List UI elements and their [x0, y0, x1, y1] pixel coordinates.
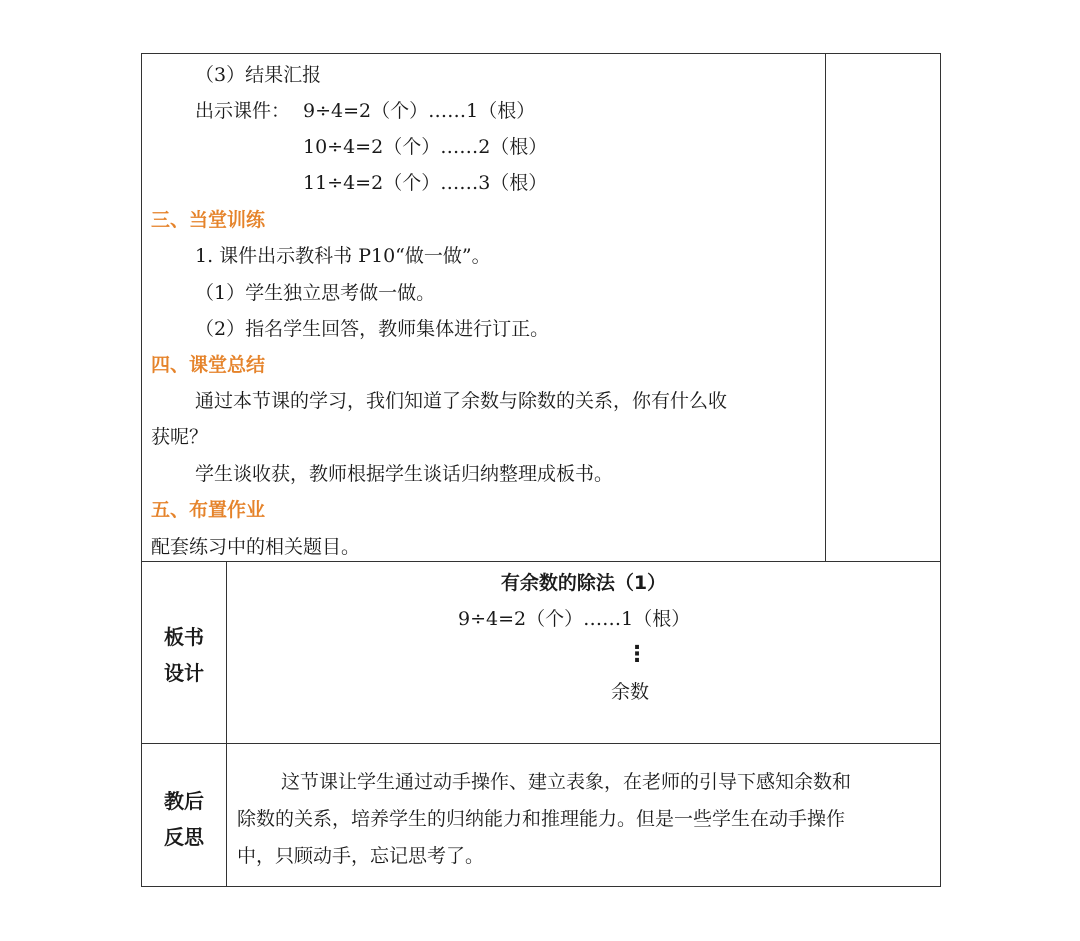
- section4-paragraph-1-line-1: 通过本节课的学习，我们知道了余数与除数的关系，你有什么收: [195, 390, 728, 412]
- courseware-prefix: 出示课件：: [195, 100, 291, 122]
- equation-1: 9÷4=2（个）……1（根）: [303, 100, 536, 122]
- reflection-line-2: 除数的关系，培养学生的归纳能力和推理能力。但是一些学生在动手操作: [237, 808, 846, 830]
- row-divider-1: [141, 561, 941, 562]
- board-label-line-2: 设计: [164, 661, 204, 685]
- column-divider-label: [226, 561, 227, 886]
- table-border-bottom: [141, 886, 941, 887]
- section3-item-1: 1. 课件出示教科书 P10“做一做”。: [195, 245, 491, 267]
- board-title: 有余数的除法（1）: [500, 572, 667, 594]
- board-equation: 9÷4=2（个）……1（根）: [458, 608, 691, 630]
- section3-item-2: （1）学生独立思考做一做。: [195, 282, 436, 304]
- equation-2: 10÷4=2（个）……2（根）: [303, 136, 548, 158]
- section4-paragraph-1-line-2: 获呢？: [151, 426, 209, 448]
- section5-text: 配套练习中的相关题目。: [151, 536, 361, 558]
- section4-heading: 四、课堂总结: [151, 354, 266, 376]
- reflection-line-1: 这节课让学生通过动手操作、建立表象，在老师的引导下感知余数和: [281, 771, 852, 793]
- step3-title: （3）结果汇报: [195, 64, 322, 86]
- row-divider-2: [141, 743, 941, 744]
- section3-heading: 三、当堂训练: [151, 209, 266, 231]
- column-divider-right: [825, 53, 826, 561]
- equation-3: 11÷4=2（个）……3（根）: [303, 172, 548, 194]
- reflection-label-line-2: 反思: [164, 825, 204, 849]
- reflection-line-3: 中，只顾动手，忘记思考了。: [237, 845, 485, 867]
- reflection-label-line-1: 教后: [164, 789, 204, 813]
- board-annotation: 余数: [611, 681, 650, 703]
- table-border-top: [141, 53, 941, 54]
- section4-paragraph-2: 学生谈收获，教师根据学生谈话归纳整理成板书。: [195, 463, 614, 485]
- section5-heading: 五、布置作业: [151, 499, 266, 521]
- table-border-right: [940, 53, 941, 887]
- board-vdots: ⋮: [626, 642, 648, 667]
- section3-item-3: （2）指名学生回答，教师集体进行订正。: [195, 318, 550, 340]
- board-label-line-1: 板书: [164, 625, 204, 649]
- table-border-left: [141, 53, 142, 887]
